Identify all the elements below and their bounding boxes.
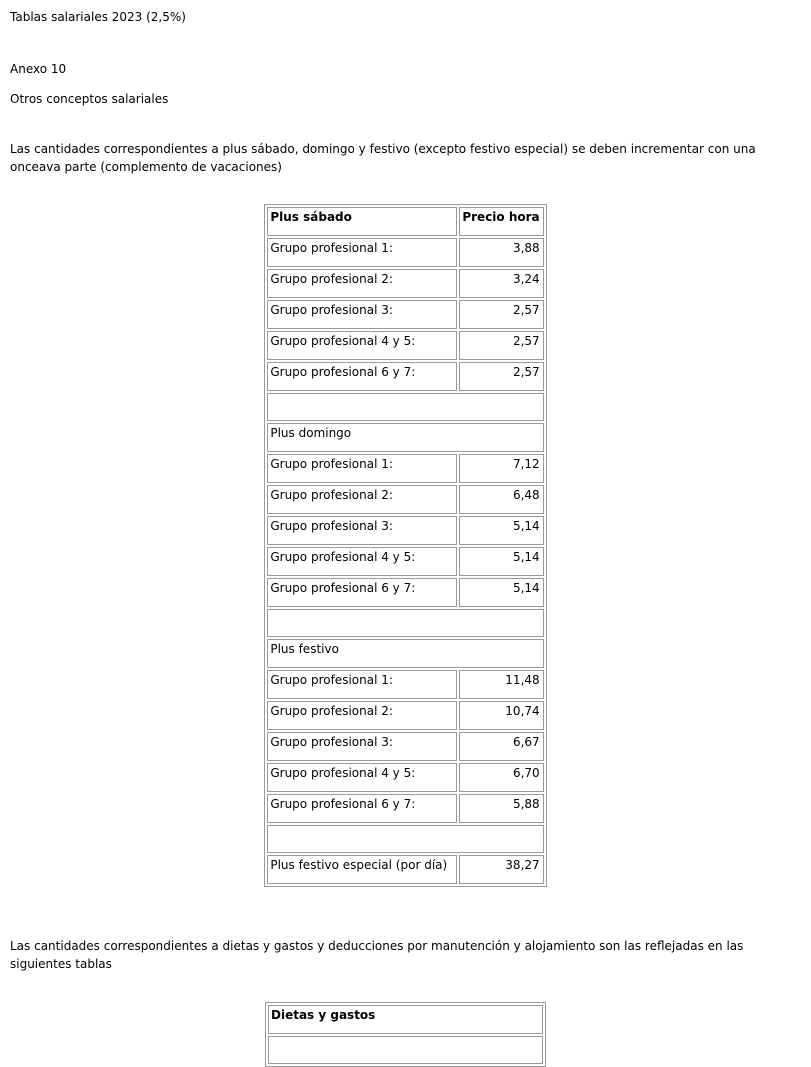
table-row (267, 454, 543, 483)
row-value: 6,48 (459, 485, 543, 514)
header-label-cell: Dietas y gastos (268, 1005, 543, 1034)
pluses-table (264, 204, 546, 887)
table-row (267, 701, 543, 730)
spacer-row (267, 393, 543, 421)
row-label: Grupo profesional 2: (267, 701, 457, 730)
section-row (267, 423, 543, 452)
spacer-row (268, 1036, 543, 1064)
row-label: Grupo profesional 6 y 7: (267, 362, 457, 391)
row-value: 2,57 (459, 300, 543, 329)
table-row (267, 578, 543, 607)
row-label: Grupo profesional 6 y 7: (267, 578, 457, 607)
row-label: Grupo profesional 3: (267, 732, 457, 761)
spacer-row (267, 825, 543, 853)
row-value: 11,48 (459, 670, 543, 699)
table-row (267, 547, 543, 576)
row-value: 5,14 (459, 578, 543, 607)
table-row (267, 269, 543, 298)
dietas-paragraph: Las cantidades correspondientes a dietas y gastos y deducciones por manutención y alojamiento son las reflejadas en las siguientes tablas (10, 939, 744, 971)
row-label: Grupo profesional 4 y 5: (267, 547, 457, 576)
row-value: 7,12 (459, 454, 543, 483)
subtitle: Otros conceptos salariales (10, 92, 169, 106)
spacer-row (267, 609, 543, 637)
spacer-cell (267, 825, 543, 853)
table-row (267, 331, 543, 360)
table-row (267, 794, 543, 823)
row-label: Grupo profesional 2: (267, 269, 457, 298)
row-value: 5,88 (459, 794, 543, 823)
table-row (267, 485, 543, 514)
spacer-cell (267, 609, 543, 637)
row-value: 5,14 (459, 516, 543, 545)
table-row (267, 300, 543, 329)
row-label: Grupo profesional 2: (267, 485, 457, 514)
section-label: Plus festivo (267, 639, 543, 668)
header-label-cell: Plus sábado (267, 207, 457, 236)
table-row (267, 362, 543, 391)
row-value: 2,57 (459, 331, 543, 360)
spacer-cell (268, 1036, 543, 1064)
row-label: Grupo profesional 6 y 7: (267, 794, 457, 823)
table-row (267, 855, 543, 884)
row-value: 6,70 (459, 763, 543, 792)
dietas-table (265, 1002, 546, 1067)
table-row (267, 516, 543, 545)
section-row (267, 639, 543, 668)
row-label: Grupo profesional 4 y 5: (267, 763, 457, 792)
row-value: 5,14 (459, 547, 543, 576)
row-value: 2,57 (459, 362, 543, 391)
row-value: 10,74 (459, 701, 543, 730)
row-value: 6,67 (459, 732, 543, 761)
row-label: Grupo profesional 3: (267, 516, 457, 545)
row-value: 3,88 (459, 238, 543, 267)
row-label: Grupo profesional 4 y 5: (267, 331, 457, 360)
spacer-cell (267, 393, 543, 421)
row-label: Grupo profesional 3: (267, 300, 457, 329)
anexo-label: Anexo 10 (10, 62, 67, 76)
row-label: Grupo profesional 1: (267, 454, 457, 483)
row-label: Grupo profesional 1: (267, 670, 457, 699)
row-value: 3,24 (459, 269, 543, 298)
document-page (0, 8, 811, 1067)
intro-paragraph: Las cantidades correspondientes a plus sábado, domingo y festivo (excepto festivo especial) se deben incrementar con una onceava parte (complemento de vacaciones) (10, 142, 756, 174)
row-value: 38,27 (459, 855, 543, 884)
table-header-row (267, 207, 543, 236)
table-row (267, 732, 543, 761)
table-row (267, 238, 543, 267)
table-row (267, 763, 543, 792)
page-title: Tablas salariales 2023 (2,5%) (10, 10, 186, 24)
table-header-row (268, 1005, 543, 1034)
section-label: Plus domingo (267, 423, 543, 452)
row-label: Plus festivo especial (por día) (267, 855, 457, 884)
table-row (267, 670, 543, 699)
row-label: Grupo profesional 1: (267, 238, 457, 267)
header-value-cell: Precio hora (459, 207, 543, 236)
